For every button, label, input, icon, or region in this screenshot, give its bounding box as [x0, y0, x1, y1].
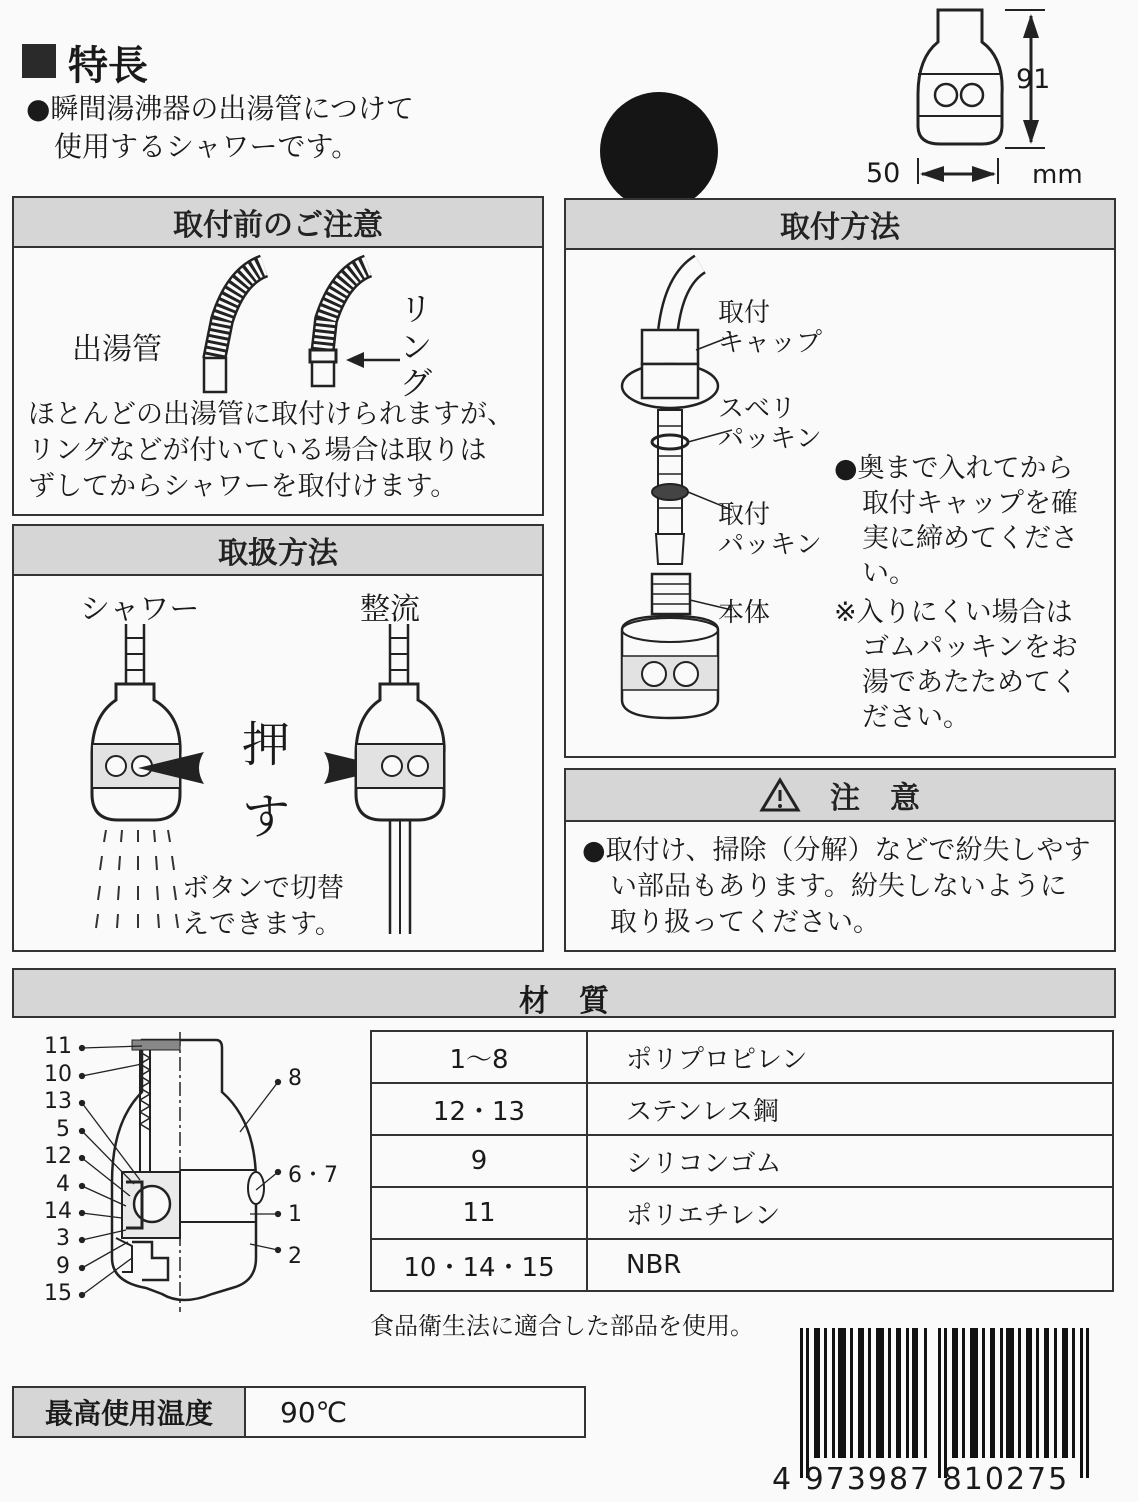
- caution-body-1: ●取付け、掃除（分解）などで紛失しやす: [582, 835, 1091, 866]
- materials-table: [370, 1030, 1114, 1292]
- install-note2-4: ださい。: [862, 702, 970, 733]
- handling-panel: [12, 524, 544, 952]
- material-cell: ステンレス鋼: [587, 1083, 1113, 1135]
- label-ring-3: グ: [400, 364, 433, 402]
- parts-cell: 9: [371, 1135, 587, 1187]
- caution-body-2: い部品もあります。紛失しないように: [610, 871, 1067, 902]
- callout-4: 4: [56, 1172, 70, 1197]
- install-note1-1: ●奥まで入れてから: [834, 453, 1074, 484]
- features-line-1: ●瞬間湯沸器の出湯管につけて: [26, 92, 414, 125]
- push-label-1: 押: [242, 717, 291, 773]
- precautions-title: 取付前のご注意: [14, 198, 542, 248]
- callout-1: 1: [288, 1202, 302, 1227]
- outlet-pipe-with-ring-icon: [300, 260, 390, 400]
- install-note1-2: 取付キャップを確: [862, 488, 1078, 519]
- push-arrow-left-icon: [138, 748, 208, 788]
- max-temp-value: 90℃: [280, 1396, 348, 1429]
- table-row: [371, 1239, 1113, 1291]
- switch-note-2: えできます。: [182, 909, 342, 940]
- max-temp-box: [12, 1386, 586, 1438]
- push-label-2: す: [242, 789, 291, 845]
- callout-11: 11: [44, 1034, 72, 1059]
- install-panel: [564, 198, 1116, 758]
- precautions-body-1: ほとんどの出湯管に取付けられますが、: [28, 399, 514, 430]
- part-slip-1: スベリ: [718, 394, 797, 424]
- callout-12: 12: [44, 1144, 72, 1169]
- dimension-unit: mm: [1032, 160, 1083, 190]
- callout-10: 10: [44, 1062, 72, 1087]
- precautions-body-3: ずしてからシャワーを取付けます。: [28, 471, 458, 502]
- part-slip-2: パッキン: [718, 424, 822, 454]
- caution-title: 注 意: [830, 781, 920, 816]
- callout-13: 13: [44, 1089, 72, 1114]
- install-note2-1: ※入りにくい場合は: [834, 597, 1073, 628]
- label-outlet-pipe: 出湯管: [72, 332, 162, 367]
- max-temp-label: 最高使用温度: [14, 1388, 246, 1436]
- callout-15: 15: [44, 1281, 72, 1306]
- install-exploded-diagram: [592, 260, 732, 740]
- warning-triangle-icon: [760, 777, 800, 813]
- width-arrow-icon: [910, 158, 1006, 188]
- label-shower-mode: シャワー: [80, 592, 200, 627]
- material-cell: ポリプロピレン: [587, 1031, 1113, 1083]
- features-heading: 特長: [68, 43, 148, 89]
- install-title: 取付方法: [566, 200, 1114, 250]
- table-row: [371, 1083, 1113, 1135]
- callout-2: 2: [288, 1244, 302, 1269]
- features-line-2: 使用するシャワーです。: [54, 130, 360, 163]
- install-note2-2: ゴムパッキンをお: [862, 632, 1078, 663]
- label-ring-2: ン: [400, 328, 433, 366]
- caution-panel: [564, 768, 1116, 952]
- table-row: [371, 1187, 1113, 1239]
- table-row: [371, 1135, 1113, 1187]
- callout-3: 3: [56, 1226, 70, 1251]
- part-packing-1: 取付: [718, 500, 771, 530]
- part-cap-1: 取付: [718, 298, 771, 328]
- table-row: [371, 1031, 1113, 1083]
- callout-14: 14: [44, 1199, 72, 1224]
- hanger-hole: [600, 92, 718, 210]
- callout-6-7: 6・7: [288, 1163, 338, 1188]
- install-note2-3: 湯であたためてく: [862, 667, 1078, 698]
- material-cell: ポリエチレン: [587, 1187, 1113, 1239]
- parts-cell: 11: [371, 1187, 587, 1239]
- switch-note-1: ボタンで切替: [182, 873, 344, 904]
- callout-8: 8: [288, 1066, 302, 1091]
- dimension-width: 50: [866, 158, 901, 189]
- parts-cell: 10・14・15: [371, 1239, 587, 1291]
- callout-5: 5: [56, 1117, 70, 1142]
- precautions-body-2: リングなどが付いている場合は取りは: [28, 435, 487, 466]
- materials-header: [12, 968, 1116, 1018]
- stream-mode-head-icon: [350, 624, 460, 944]
- label-stream-mode: 整流: [360, 592, 420, 627]
- materials-title: 材 質: [519, 984, 609, 1019]
- barcode-digits: 4 973987 810275: [772, 1462, 1070, 1497]
- part-body: 本体: [718, 598, 771, 628]
- barcode-bars: [800, 1328, 1100, 1478]
- caution-body-3: 取り扱ってください。: [610, 907, 880, 938]
- install-note1-4: い。: [862, 558, 916, 589]
- part-cap-2: キャップ: [718, 328, 823, 358]
- precautions-panel: [12, 196, 544, 516]
- dimension-height: 91: [1016, 64, 1051, 95]
- outlet-pipe-icon: [196, 260, 286, 400]
- left-leader-lines: [22, 1040, 152, 1310]
- square-bullet-icon: [22, 44, 56, 78]
- materials-note: 食品衛生法に適合した部品を使用。: [370, 1312, 754, 1340]
- material-cell: シリコンゴム: [587, 1135, 1113, 1187]
- ring-arrow-icon: [344, 350, 404, 370]
- caution-header: [566, 770, 1114, 822]
- material-cell: NBR: [587, 1239, 1113, 1291]
- handling-title: 取扱方法: [14, 526, 542, 576]
- parts-cell: 1～8: [371, 1031, 587, 1083]
- product-outline-icon: [910, 4, 1010, 164]
- label-ring-1: リ: [400, 290, 433, 328]
- install-note1-3: 実に締めてくださ: [862, 523, 1078, 554]
- parts-cell: 12・13: [371, 1083, 587, 1135]
- callout-9: 9: [56, 1254, 70, 1279]
- part-packing-2: パッキン: [718, 530, 822, 560]
